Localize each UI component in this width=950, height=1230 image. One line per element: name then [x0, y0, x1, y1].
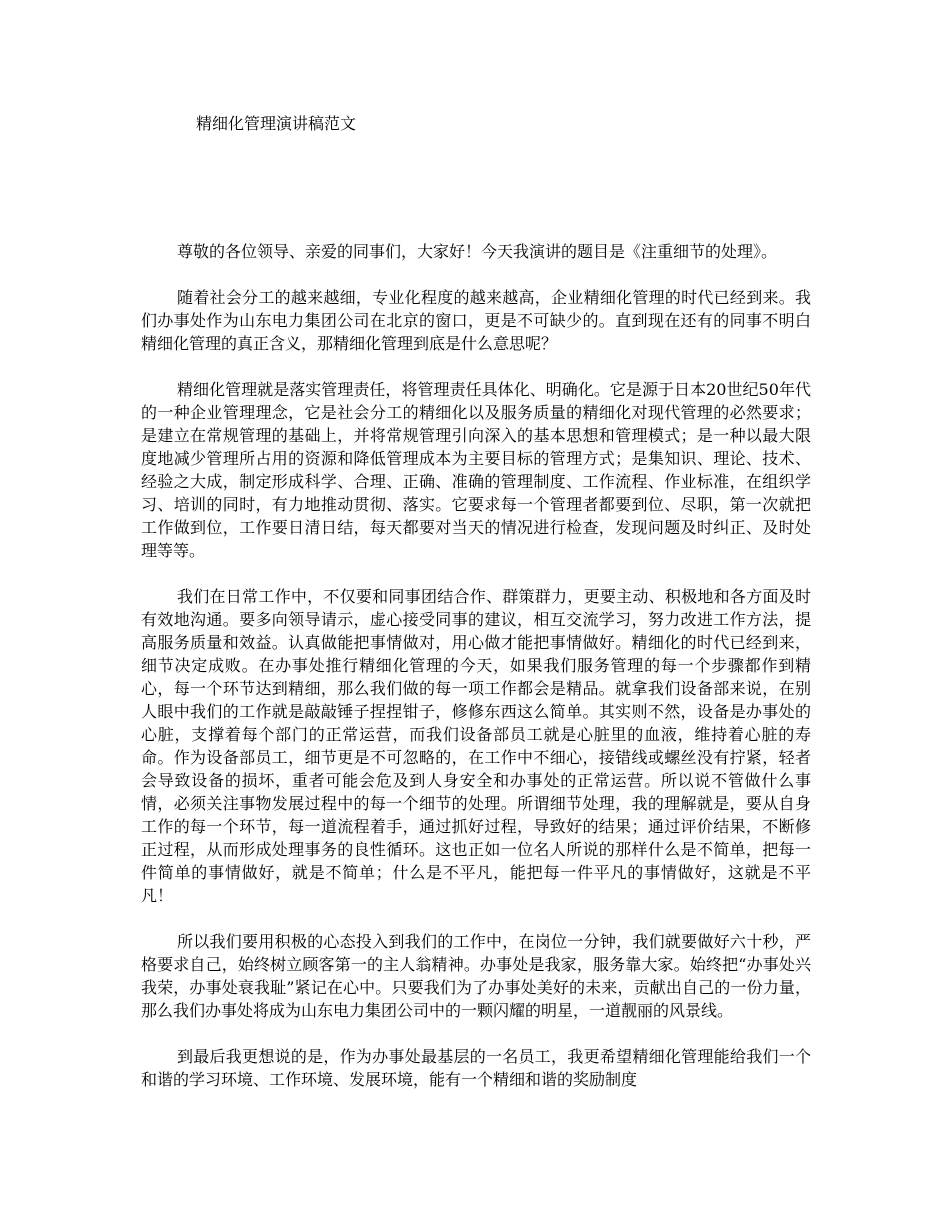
paragraph-introduction: 随着社会分工的越来越细，专业化程度的越来越高，企业精细化管理的时代已经到来。我们办事处作为山东电力集团公司在北京的窗口，更是不可缺少的。直到现在还有的同事不明白精细化管理的真正含义，那精细化管理到底是什么意思呢？	[141, 288, 811, 353]
paragraph-greeting: 尊敬的各位领导、亲爱的同事们，大家好！今天我演讲的题目是《注重细节的处理》。	[177, 242, 778, 261]
document-title: 精细化管理演讲稿范文	[196, 114, 357, 133]
paragraph-definition: 精细化管理就是落实管理责任，将管理责任具体化、明确化。它是源于日本20世纪50年代的一种企业管理理念，它是社会分工的精细化以及服务质量的精细化对现代管理的必然要求；是建立在常规管理的基础上，并将常规管理引向深入的基本思想和管理模式；是一种以最大限度地减少管理所占用的资源和降低管理成本为主要目标的管理方式；是集知识、理论、技术、经验之大成，制定形成科学、合理、正确、准确的管理制度、工作流程、作业标准，在组织学习、培训的同时，有力地推动贯彻、落实。它要求每一个管理者都要到位、尽职，第一次就把工作做到位，工作要日清日结，每天都要对当天的情况进行检查，发现问题及时纠正、及时处理等等。	[141, 380, 811, 560]
paragraph-daily-work: 我们在日常工作中，不仅要和同事团结合作、群策群力，更要主动、积极地和各方面及时有效地沟通。要多向领导请示，虚心接受同事的建议，相互交流学习，努力改进工作方法，提高服务质量和效益。认真做能把事情做对，用心做才能把事情做好。精细化的时代已经到来，细节决定成败。在办事处推行精细化管理的今天，如果我们服务管理的每一个步骤都作到精心，每一个环节达到精细，那么我们做的每一项工作都会是精品。就拿我们设备部来说，在别人眼中我们的工作就是敲敲锤子捏捏钳子，修修东西这么简单。其实则不然，设备是办事处的心脏，支撑着每个部门的正常运营，而我们设备部员工就是心脏里的血液，维持着心脏的寿命。作为设备部员工，细节更是不可忽略的，在工作中不细心，接错线或螺丝没有拧紧，轻者会导致设备的损坏，重者可能会危及到人身安全和办事处的正常运营。所以说不管做什么事情，必须关注事物发展过程中的每一个细节的处理。所谓细节处理，我的理解就是，要从自身工作的每一个环节，每一道流程着手，通过抓好过程，导致好的结果；通过评价结果，不断修正过程，从而形成处理事务的良性循环。这也正如一位名人所说的那样什么是不简单，把每一件简单的事情做好，就是不简单；什么是不平凡，能把每一件平凡的事情做好，这就是不平凡！	[141, 587, 811, 905]
document-body	[141, 240, 811, 1114]
paragraph-closing: 到最后我更想说的是，作为办事处最基层的一名员工，我更希望精细化管理能给我们一个和谐的学习环境、工作环境、发展环境，能有一个精细和谐的奖励制度	[141, 1047, 811, 1089]
paragraph-attitude: 所以我们要用积极的心态投入到我们的工作中，在岗位一分钟，我们就要做好六十秒，严格要求自己，始终树立顾客第一的主人翁精神。办事处是我家，服务靠大家。始终把“办事处兴我荣，办事处衰我耻”紧记在心中。只要我们为了办事处美好的未来，贡献出自己的一份力量，那么我们办事处将成为山东电力集团公司中的一颗闪耀的明星，一道靓丽的风景线。	[141, 932, 811, 1020]
